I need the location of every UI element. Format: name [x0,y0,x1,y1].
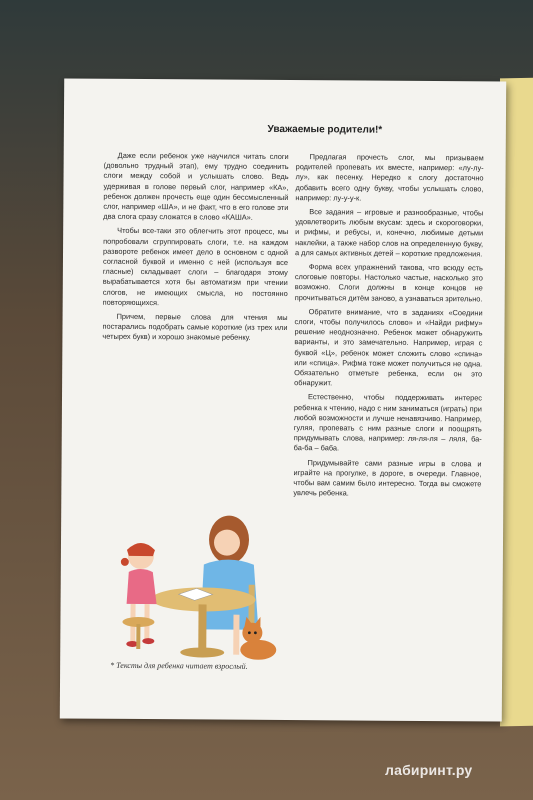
right-paragraph-5: Естественно, чтобы поддерживать интерес ребенка к чтению, надо с ним заниматься (играть) при любой возможности и лучше ненавязчиво. Например, гуляя, пропевать с ним разные слоги и поощрять придумывать слова, например: ля-ля-ля – ляля, ба-ба-ба – баба. [293,392,483,453]
footnote: * Тексты для ребенка читает взрослый. [110,660,248,671]
watermark-text: лабиринт.ру [385,762,473,778]
page-title: Уважаемые родители!* [267,123,383,136]
left-paragraph-2: Чтобы все-таки это облегчить этот процесс, мы попробовали сгруппировать слоги, т.е. на каждом развороте ребенок имеет дело в основном с одной согласной буквой и именно с ней (используя все гласные) складывает слоги – благодаря этому вырабатывается хотя бы автоматизм при чтении слогов, не имеющих смысла, но постоянно повторяющихся. [102,226,289,307]
mother-child-illustration [108,444,289,660]
right-paragraph-4: Обратите внимание, что в заданиях «Соедини слоги, чтобы получилось слово» и «Найди рифму» решение неоднозначно. Ребенок может обнаружить варианты, и это замечательно. Например, играя с буквой «Ц», ребенок может сложить слово «спина» или «спица». Рифма тоже может получиться не одна. Обязательно отметьте ребенка, если он это обнаружит. [294,307,483,388]
right-paragraph-1: Предлагая прочесть слог, мы призываем родителей пропевать их вместе, например: «лу-лу-лу», как песенку. Нередко к слогу достаточно добавить всего одну букву, чтобы услышать слово, например: лу-у-у-к. [295,152,484,203]
right-paragraph-3: Форма всех упражнений такова, что всюду есть слоговые повторы. Настолько частые, насколько это возможно. Слоги должны в конце концов не прочитываться дитём заново, а узнаваться зрительно. [294,262,483,304]
left-paragraph-1: Даже если ребенок уже научился читать слоги (довольно трудный этап), ему трудно соединить слоги между собой и услышать слово. Ведь удерживая в голове первый слог, например «КА», ребенок должен прочесть еще один бессмысленный слог, например «ША», и не факт, что в его голове эти два слога сразу сложатся в слово «КАША». [103,150,289,223]
right-paragraph-2: Все задания – игровые и разнообразные, чтобы удовлетворить любым вкусам: здесь и скороговорки, и рифмы, и ребусы, и, конечно, любимые детьми наклейки, а также набор слов на определенную букву, а для самых активных детей – короткие предложения. [294,207,484,259]
left-column [102,151,288,348]
right-paragraph-6: Придумывайте сами разные игры в слова и играйте на прогулке, в дороге, в очереди. Главное, чтобы вам самим было интересно. Тогда вы сможете увлечь ребенка. [293,457,482,498]
right-column [293,152,483,504]
book-page [60,78,506,721]
left-paragraph-3: Причем, первые слова для чтения мы постарались подобрать самые короткие (из трех или четырех букв) и хорошо знакомые ребенку. [102,311,288,343]
